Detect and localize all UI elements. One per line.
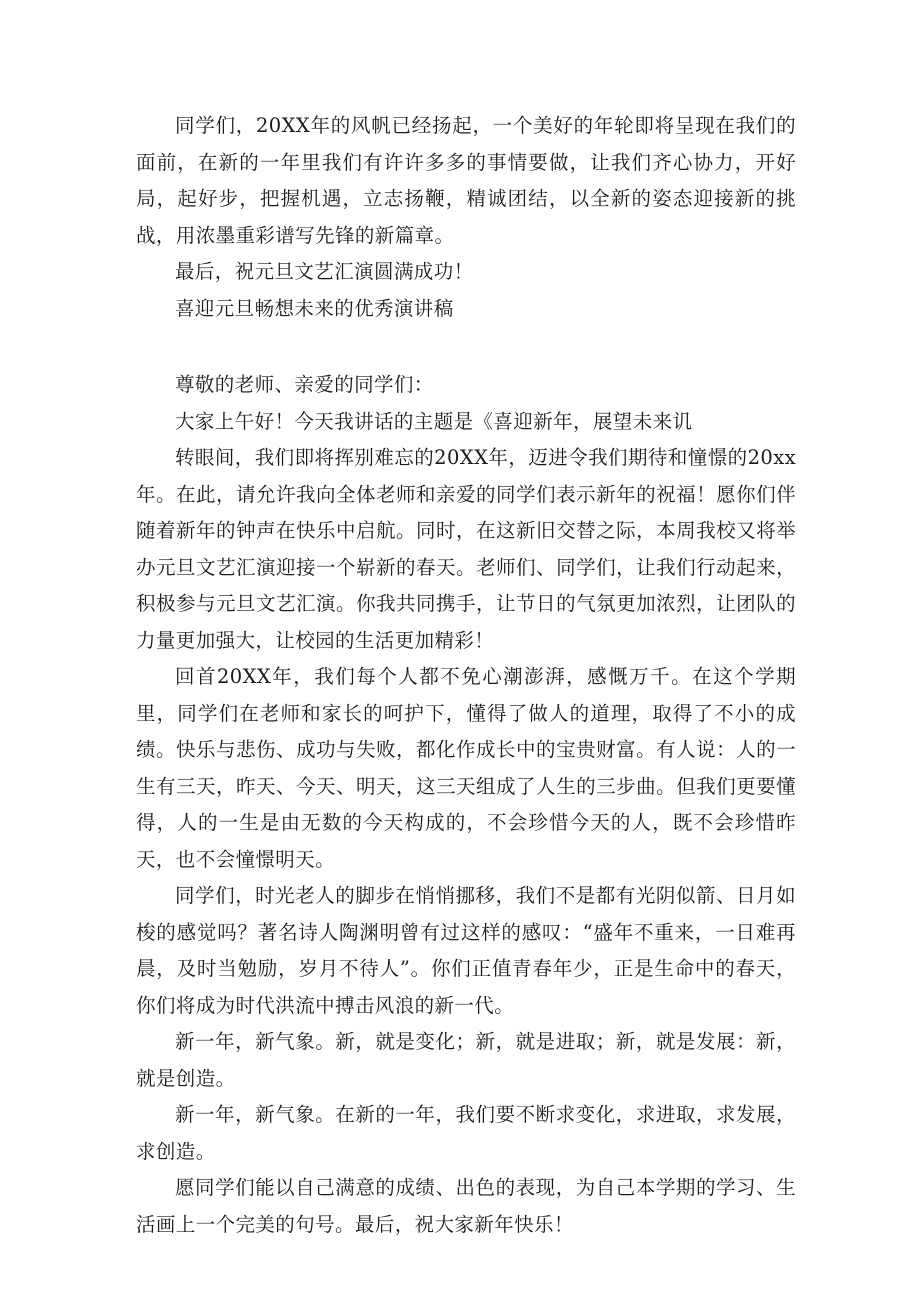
document-body	[136, 108, 796, 1243]
paragraph: 愿同学们能以自己满意的成绩、出色的表现，为自己本学期的学习、生活画上一个完美的句号。最后，祝大家新年快乐！	[136, 1176, 796, 1236]
paragraph: 同学们，时光老人的脚步在悄悄挪移，我们不是都有光阴似箭、日月如梭的感觉吗？著名诗人陶渊明曾有过这样的感叹：“盛年不重来，一日难再晨，及时当勉励，岁月不待人”。你们正值青春年少，正是生命中的春天，你们将成为时代洪流中搏击风浪的新一代。	[136, 884, 796, 1017]
section-heading: 喜迎元旦畅想未来的优秀演讲稿	[175, 296, 454, 320]
paragraph: 新一年，新气象。新，就是变化；新，就是进取；新，就是发展：新，就是创造。	[136, 1030, 796, 1090]
blank-line	[136, 327, 796, 367]
salutation: 尊敬的老师、亲爱的同学们：	[175, 373, 434, 396]
paragraph: 新一年，新气象。在新的一年，我们要不断求变化，求进取，求发展，求创造。	[136, 1103, 796, 1163]
paragraph: 最后，祝元旦文艺汇演圆满成功！	[175, 260, 474, 283]
paragraph: 转眼间，我们即将挥别难忘的20XX年，迈进令我们期待和憧憬的20xx年。在此，请允许我向全体老师和亲爱的同学们表示新年的祝福！愿你们伴随着新年的钟声在快乐中启航。同时，在这新旧交替之际，本周我校又将举办元旦文艺汇演迎接一个崭新的春天。老师们、同学们，让我们行动起来，积极参与元旦文艺汇演。你我共同携手，让节日的气氛更加浓烈，让团队的力量更加强大，让校园的生活更加精彩！	[136, 446, 796, 652]
paragraph: 大家上午好！今天我讲话的主题是《喜迎新年，展望未来讥	[175, 409, 693, 433]
paragraph: 回首20XX年，我们每个人都不免心潮澎湃，感慨万千。在这个学期里，同学们在老师和家长的呵护下，懂得了做人的道理，取得了不小的成绩。快乐与悲伤、成功与失败，都化作成长中的宝贵财富。有人说：人的一生有三天，昨天、今天、明天，这三天组成了人生的三步曲。但我们更要懂得，人的一生是由无数的今天构成的，不会珍惜今天的人，既不会珍惜昨天，也不会憧憬明天。	[136, 665, 796, 871]
paragraph: 同学们，20XX年的风帆已经扬起，一个美好的年轮即将呈现在我们的面前，在新的一年里我们有许许多多的事情要做，让我们齐心协力，开好局，起好步，把握机遇，立志扬鞭，精诚团结，以全新的姿态迎接新的挑战，用浓墨重彩谱写先锋的新篇章。	[136, 114, 796, 247]
